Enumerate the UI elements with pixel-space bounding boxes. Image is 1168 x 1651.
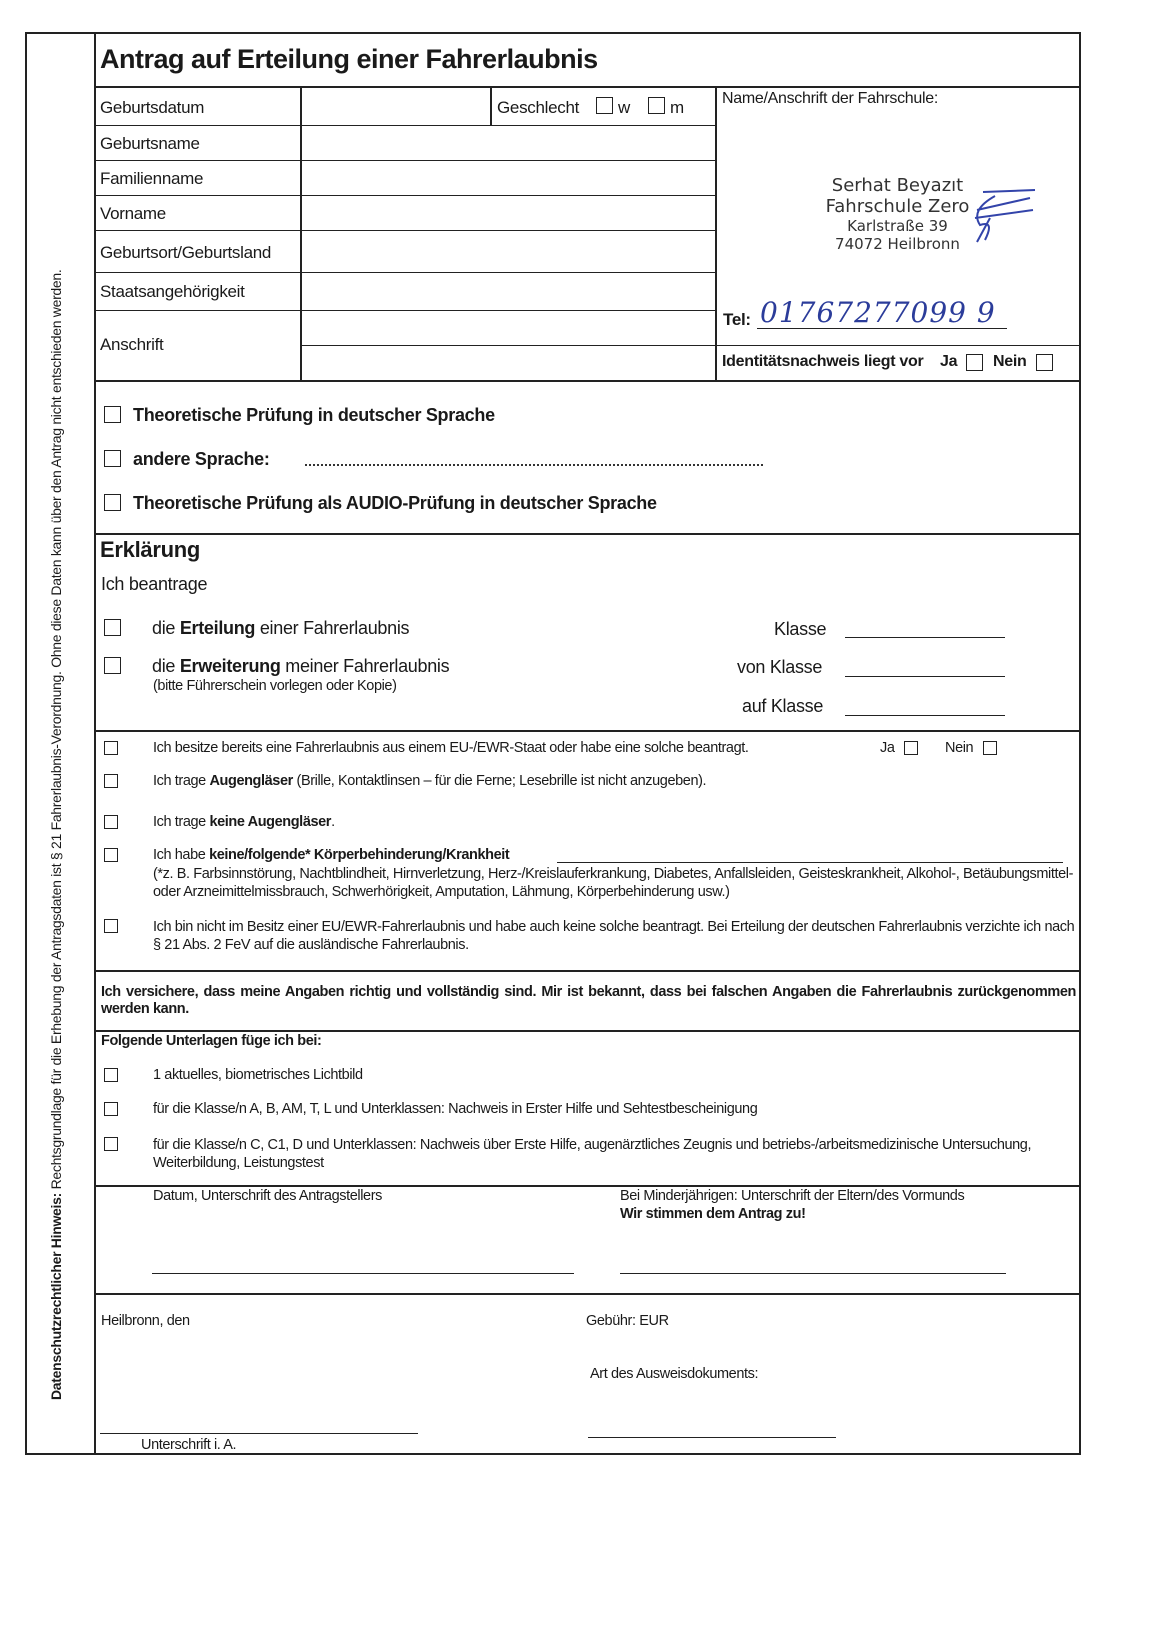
- label-geburtsdatum: Geburtsdatum: [100, 98, 205, 117]
- label-eu-ja: Ja: [880, 740, 895, 756]
- label-health: Ich habe keine/folgende* Körperbehinderung/Krankheit: [153, 847, 510, 863]
- label-nein: Nein: [993, 353, 1027, 370]
- label-eu-nein: Nein: [945, 740, 974, 756]
- erweiterung-note: (bitte Führerschein vorlegen oder Kopie): [153, 678, 397, 694]
- checkbox-andere-sprache[interactable]: [104, 450, 121, 467]
- label-w: w: [618, 98, 630, 117]
- label-erweiterung: die Erweiterung meiner Fahrerlaubnis: [152, 656, 450, 676]
- label-antragsteller: Datum, Unterschrift des Antragstellers: [153, 1188, 382, 1204]
- label-geburtsname: Geburtsname: [100, 134, 200, 153]
- divider: [94, 86, 1081, 88]
- label-unterschrift: Unterschrift i. A.: [141, 1437, 237, 1453]
- andere-sprache-field[interactable]: [305, 464, 763, 466]
- auf-klasse-field[interactable]: [845, 715, 1005, 716]
- label-auf-klasse: auf Klasse: [742, 696, 824, 716]
- label-ort: Heilbronn, den: [101, 1313, 190, 1329]
- fahrschule-header: Name/Anschrift der Fahrschule:: [722, 90, 938, 107]
- unterlagen-heading: Folgende Unterlagen füge ich bei:: [101, 1033, 322, 1049]
- label-deutsch: Theoretische Prüfung in deutscher Sprache: [133, 405, 495, 425]
- von-klasse-field[interactable]: [845, 676, 1005, 677]
- label-staatsangehoerigkeit: Staatsangehörigkeit: [100, 282, 245, 301]
- versicherung-text: Ich versichere, dass meine Angaben richtig und vollständig sind. Mir ist bekannt, dass bei falschen Angaben die Fahrerlaubnis zurückgenommen werden kann.: [101, 984, 1076, 1017]
- checkbox-identitaet-nein[interactable]: [1036, 354, 1053, 371]
- tel-value: 01767277099 9: [760, 296, 996, 329]
- checkbox-deutsch[interactable]: [104, 406, 121, 423]
- label-ausweis: Art des Ausweisdokuments:: [590, 1366, 759, 1382]
- checkbox-w[interactable]: [596, 97, 613, 114]
- unterlagen-item: für die Klasse/n A, B, AM, T, L und Unterklassen: Nachweis in Erster Hilfe und Sehtestbescheinigung: [153, 1101, 758, 1117]
- erklaerung-sub: Ich beantrage: [101, 574, 208, 594]
- label-anschrift: Anschrift: [100, 335, 164, 354]
- checkbox-eu-nein[interactable]: [983, 741, 997, 755]
- label-gebuehr: Gebühr: EUR: [586, 1313, 669, 1329]
- checkbox-erweiterung[interactable]: [104, 657, 121, 674]
- checkbox-no-glasses[interactable]: [104, 815, 118, 829]
- label-andere-sprache: andere Sprache:: [133, 449, 270, 469]
- label-glasses: Ich trage Augengläser (Brille, Kontaktlinsen – für die Ferne; Lesebrille ist nicht anzugeben).: [153, 773, 707, 789]
- label-geburtsort: Geburtsort/Geburtsland: [100, 243, 272, 262]
- label-klasse: Klasse: [774, 619, 827, 639]
- health-field[interactable]: [557, 862, 1063, 863]
- klasse-field[interactable]: [845, 637, 1005, 638]
- divider: [94, 32, 96, 1455]
- label-audio: Theoretische Prüfung als AUDIO-Prüfung in deutscher Sprache: [133, 493, 657, 513]
- staatsangehoerigkeit-field[interactable]: [302, 274, 714, 309]
- checkbox-audio[interactable]: [104, 494, 121, 511]
- geburtsname-field[interactable]: [302, 127, 714, 159]
- health-note: (*z. B. Farbsinnstörung, Nachtblindheit, Hirnverletzung, Herz-/Kreislauferkrankung, Diabetes, Anfallsleiden, Geisteskrankheit, Alkohol-, Betäubungsmittel- oder Arzneimittelmissbrauch, Schwerhörigkeit, Amputation, Lähmung, Körperbehinderung usw.): [153, 866, 1074, 900]
- eltern-signature-field[interactable]: [620, 1273, 1006, 1274]
- label-ja: Ja: [940, 353, 958, 370]
- label-von-klasse: von Klasse: [737, 657, 823, 677]
- familienname-field[interactable]: [302, 162, 714, 194]
- tel-label: Tel:: [723, 310, 751, 329]
- geburtsdatum-field[interactable]: [302, 88, 489, 124]
- fahrschule-stamp: Serhat Beyazıt Fahrschule Zero Karlstraße 39 74072 Heilbronn: [825, 175, 970, 253]
- checkbox-m[interactable]: [648, 97, 665, 114]
- label-familienname: Familienname: [100, 169, 204, 188]
- label-minderjaehrige: Bei Minderjährigen: Unterschrift der Eltern/des Vormunds: [620, 1188, 965, 1204]
- erklaerung-heading: Erklärung: [100, 537, 200, 562]
- label-m: m: [670, 98, 684, 117]
- checkbox-eu[interactable]: [104, 741, 118, 755]
- checkbox-eu-ja[interactable]: [904, 741, 918, 755]
- identitaet-label: Identitätsnachweis liegt vor: [722, 353, 924, 370]
- antragsteller-signature-field[interactable]: [152, 1273, 574, 1274]
- checkbox-erste-hilfe[interactable]: [104, 1102, 118, 1116]
- checkbox-glasses[interactable]: [104, 774, 118, 788]
- ausweis-field[interactable]: [588, 1437, 836, 1438]
- page-title: Antrag auf Erteilung einer Fahrerlaubnis: [100, 44, 598, 74]
- label-no-glasses: Ich trage keine Augengläser.: [153, 814, 335, 830]
- checkbox-klasse-c[interactable]: [104, 1137, 118, 1151]
- label-vorname: Vorname: [100, 204, 166, 223]
- geburtsort-field[interactable]: [302, 232, 714, 271]
- checkbox-erteilung[interactable]: [104, 619, 121, 636]
- unterlagen-item: für die Klasse/n C, C1, D und Unterklassen: Nachweis über Erste Hilfe, augenärztliches Zeugnis und betriebs-/arbeitsmedizinische Untersuchung, Weiterbildung, Leistungstest: [153, 1137, 1032, 1171]
- privacy-note: Datenschutzrechtlicher Hinweis: Rechtsgrundlage für die Erhebung der Antragsdaten ist § 21 Fahrerlaubnis-Verordnung. Ohne diese Daten kann über den Antrag nicht entschieden werden.: [48, 269, 64, 1400]
- office-signature-field[interactable]: [100, 1433, 418, 1434]
- vorname-field[interactable]: [302, 197, 714, 229]
- label-zustimmung: Wir stimmen dem Antrag zu!: [620, 1206, 806, 1222]
- checkbox-verzicht[interactable]: [104, 919, 118, 933]
- label-erteilung: die Erteilung einer Fahrerlaubnis: [152, 618, 410, 638]
- checkbox-health[interactable]: [104, 848, 118, 862]
- unterlagen-item: 1 aktuelles, biometrisches Lichtbild: [153, 1067, 363, 1083]
- label-geschlecht: Geschlecht: [497, 98, 580, 117]
- label-eu: Ich besitze bereits eine Fahrerlaubnis aus einem EU-/EWR-Staat oder habe eine solche beantragt.: [153, 740, 749, 756]
- checkbox-identitaet-ja[interactable]: [966, 354, 983, 371]
- signature-scribble: [965, 180, 1045, 250]
- anschrift-field[interactable]: [302, 312, 714, 378]
- label-verzicht: Ich bin nicht im Besitz einer EU/EWR-Fahrerlaubnis und habe auch keine solche beantragt. Bei Erteilung der deutschen Fahrerlaubnis verzichte ich nach § 21 Abs. 2 FeV auf die ausländische Fahrerlaubnis.: [153, 919, 1075, 953]
- checkbox-lichtbild[interactable]: [104, 1068, 118, 1082]
